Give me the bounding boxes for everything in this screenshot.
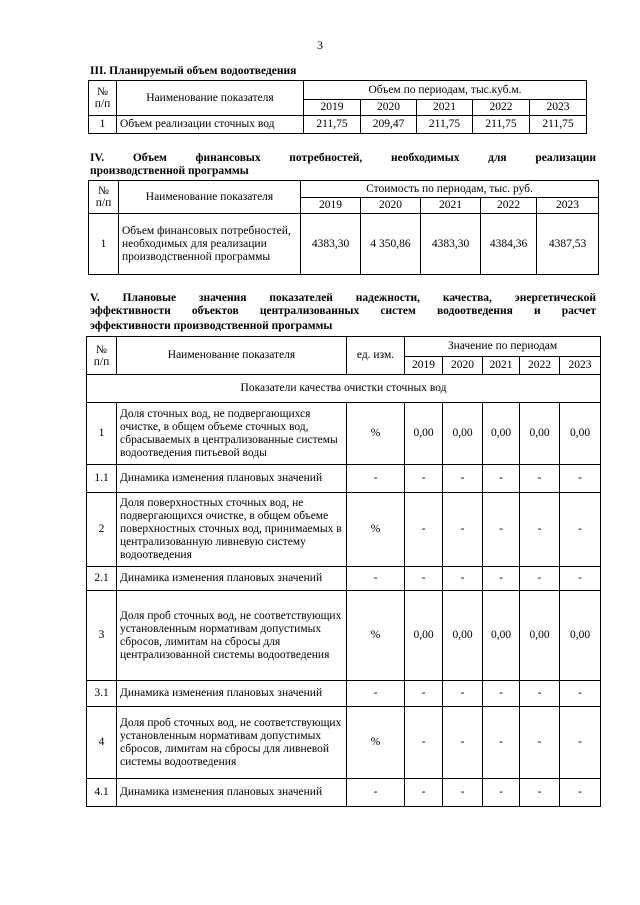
row-value: 4 350,86 <box>361 214 421 275</box>
section5-table <box>86 336 601 807</box>
row-value: 209,47 <box>361 116 417 134</box>
row-value: - <box>443 779 483 807</box>
row-number: 4 <box>87 707 117 779</box>
row-value: 0,00 <box>560 403 601 465</box>
row-value: 0,00 <box>483 591 520 681</box>
row-unit: % <box>347 591 405 681</box>
section4-title <box>90 152 596 165</box>
section3-col-name: Наименование показателя <box>117 81 304 116</box>
table-row <box>87 465 601 493</box>
row-value: - <box>483 493 520 567</box>
row-value: 211,75 <box>530 116 587 134</box>
row-name: Доля проб сточных вод, не соответствующих установленным нормативам допустимых сбросов, лимитам на сбросы для ливневой системы водоотведения <box>117 707 347 779</box>
row-number: 4.1 <box>87 779 117 807</box>
table-row <box>87 567 601 591</box>
row-value: 211,75 <box>473 116 530 134</box>
row-name: Доля поверхностных сточных вод, не подвергающихся очистке, в общем объеме поверхностных сточных вод, принимаемых в централизованную ливневую систему водоотведения <box>117 493 347 567</box>
row-value: 4387,53 <box>537 214 599 275</box>
section5-title-line1: V. Плановые значения показателей надежности, качества, энергетической <box>90 292 596 304</box>
section4-col-group: Стоимость по периодам, тыс. руб. <box>301 181 599 198</box>
row-value: 0,00 <box>520 403 560 465</box>
row-number: 1 <box>89 116 117 134</box>
row-value: - <box>483 707 520 779</box>
row-unit: % <box>347 707 405 779</box>
row-value: - <box>405 779 443 807</box>
row-value: 211,75 <box>304 116 361 134</box>
row-value: 0,00 <box>405 591 443 681</box>
row-value: 0,00 <box>520 591 560 681</box>
section5-col-unit: ед. изм. <box>347 337 405 375</box>
section5-col-no: № п/п <box>87 337 117 375</box>
table-row <box>89 214 599 275</box>
row-number: 2 <box>87 493 117 567</box>
row-value: - <box>483 779 520 807</box>
row-value: - <box>520 567 560 591</box>
row-value: - <box>405 465 443 493</box>
section5-year: 2021 <box>483 357 520 375</box>
section3-year: 2020 <box>361 100 417 116</box>
section3-title: III. Планируемый объем водоотведения <box>90 65 297 77</box>
row-value: - <box>443 465 483 493</box>
row-number: 1 <box>87 403 117 465</box>
row-name: Динамика изменения плановых значений <box>117 567 347 591</box>
row-value: - <box>560 779 601 807</box>
section4-year: 2020 <box>361 198 421 214</box>
section4-table <box>88 180 599 275</box>
row-value: - <box>560 707 601 779</box>
row-name: Объем финансовых потребностей, необходимых для реализации производственной программы <box>119 214 301 275</box>
section3-col-group: Объем по периодам, тыс.куб.м. <box>304 81 587 100</box>
row-value: - <box>520 707 560 779</box>
row-value: - <box>560 465 601 493</box>
table-row <box>89 116 587 134</box>
table-row <box>87 707 601 779</box>
row-number: 3.1 <box>87 681 117 707</box>
row-value: 4383,30 <box>301 214 361 275</box>
section5-year: 2023 <box>560 357 601 375</box>
section5-year: 2020 <box>443 357 483 375</box>
section4-year: 2019 <box>301 198 361 214</box>
section4-year: 2021 <box>421 198 481 214</box>
row-value: - <box>405 567 443 591</box>
table-row <box>87 403 601 465</box>
row-value: - <box>405 681 443 707</box>
row-unit: - <box>347 681 405 707</box>
table-row <box>87 493 601 567</box>
row-value: 4383,30 <box>421 214 481 275</box>
section3-year: 2019 <box>304 100 361 116</box>
section5-col-group: Значение по периодам <box>405 337 601 357</box>
row-value: - <box>405 493 443 567</box>
row-value: 211,75 <box>417 116 473 134</box>
row-name: Доля сточных вод, не подвергающихся очистке, в общем объеме сточных вод, сбрасываемых в централизованные системы водоотведения питьевой воды <box>117 403 347 465</box>
row-name: Динамика изменения плановых значений <box>117 681 347 707</box>
row-unit: % <box>347 403 405 465</box>
row-value: - <box>443 681 483 707</box>
row-value: - <box>483 465 520 493</box>
row-value: - <box>560 493 601 567</box>
table-row <box>87 681 601 707</box>
row-value: - <box>520 493 560 567</box>
row-value: 0,00 <box>483 403 520 465</box>
row-value: 0,00 <box>443 591 483 681</box>
row-value: - <box>520 681 560 707</box>
row-unit: % <box>347 493 405 567</box>
section3-table <box>88 80 587 134</box>
row-value: - <box>443 567 483 591</box>
row-unit: - <box>347 465 405 493</box>
page-number: 3 <box>317 38 323 52</box>
section4-year: 2023 <box>537 198 599 214</box>
row-value: - <box>405 707 443 779</box>
table-row <box>87 779 601 807</box>
section5-title-line2: эффективности объектов централизованных систем водоотведения и расчет <box>90 305 596 317</box>
section5-year: 2019 <box>405 357 443 375</box>
row-value: - <box>443 707 483 779</box>
row-value: - <box>483 567 520 591</box>
row-value: 4384,36 <box>481 214 537 275</box>
row-name: Динамика изменения плановых значений <box>117 465 347 493</box>
section4-year: 2022 <box>481 198 537 214</box>
section4-title-line1: IV. Объем финансовых потребностей, необходимых для реализации <box>90 152 596 164</box>
row-name: Динамика изменения плановых значений <box>117 779 347 807</box>
section3-year: 2023 <box>530 100 587 116</box>
section3-col-no: № п/п <box>89 81 117 116</box>
row-value: - <box>560 681 601 707</box>
row-value: - <box>520 465 560 493</box>
row-value: - <box>520 779 560 807</box>
section5-table-body <box>87 403 601 807</box>
section4-col-name: Наименование показателя <box>119 181 301 214</box>
row-value: - <box>483 681 520 707</box>
table-row <box>87 591 601 681</box>
row-name: Объем реализации сточных вод <box>117 116 304 134</box>
section4-title-line2: производственной программы <box>90 165 249 177</box>
section3-year: 2022 <box>473 100 530 116</box>
section4-col-no: № п/п <box>89 181 119 214</box>
row-number: 1 <box>89 214 119 275</box>
section5-title-line3: эффективности производственной программы <box>90 320 333 332</box>
row-name: Доля проб сточных вод, не соответствующих установленным нормативам допустимых сбросов, лимитам на сбросы для централизованной системы водоотведения <box>117 591 347 681</box>
row-value: 0,00 <box>560 591 601 681</box>
section5-group-title: Показатели качества очистки сточных вод <box>87 375 601 403</box>
section5-col-name: Наименование показателя <box>117 337 347 375</box>
row-value: 0,00 <box>405 403 443 465</box>
row-number: 1.1 <box>87 465 117 493</box>
row-value: - <box>443 493 483 567</box>
row-number: 3 <box>87 591 117 681</box>
section5-title <box>90 292 596 318</box>
row-value: - <box>560 567 601 591</box>
row-value: 0,00 <box>443 403 483 465</box>
row-unit: - <box>347 567 405 591</box>
section3-year: 2021 <box>417 100 473 116</box>
row-number: 2.1 <box>87 567 117 591</box>
row-unit: - <box>347 779 405 807</box>
section5-year: 2022 <box>520 357 560 375</box>
